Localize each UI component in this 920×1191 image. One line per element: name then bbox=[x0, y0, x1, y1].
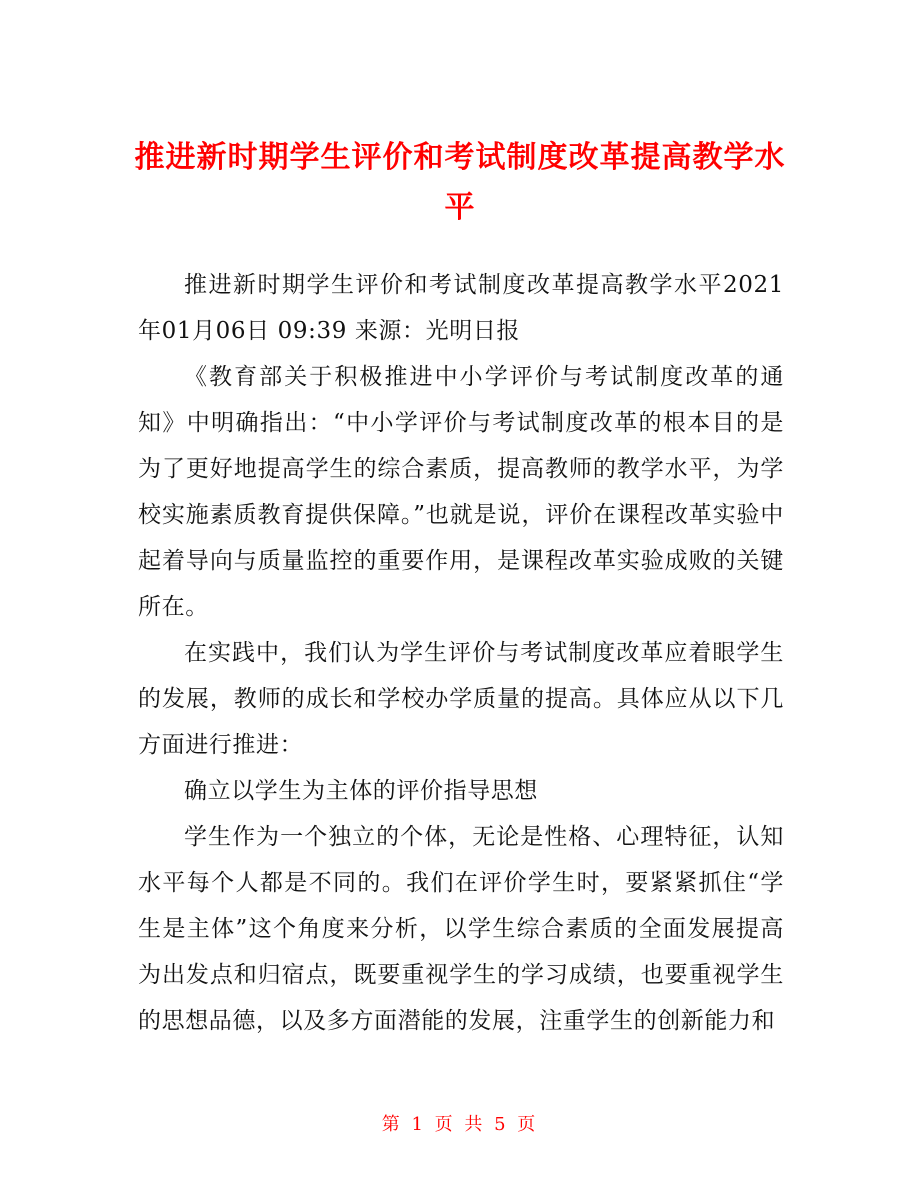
page-number-footer: 第 1 页 共 5 页 bbox=[381, 1114, 539, 1135]
document-body bbox=[138, 262, 784, 1044]
section-heading: 确立以学生为主体的评价指导思想 bbox=[184, 778, 538, 804]
paragraph-student-subject: 学生作为一个独立的个体，无论是性格、心理特征，认知水平每个人都是不同的。我们在评价学生时，要紧紧抓住“学生是主体”这个角度来分析，以学生综合素质的全面发展提高为出发点和归宿点，既要重视学生的学习成绩，也要重视学生的思想品德，以及多方面潜能的发展，注重学生的创新能力和 bbox=[138, 824, 784, 1034]
paragraph-date-source: 推进新时期学生评价和考试制度改革提高教学水平2021年01月06日 09:39 来源：光明日报 bbox=[138, 272, 784, 344]
document-title: 推进新时期学生评价和考试制度改革提高教学水平 bbox=[134, 140, 786, 226]
paragraph-practice-intro: 在实践中，我们认为学生评价与考试制度改革应着眼学生的发展，教师的成长和学校办学质量的提高。具体应从以下几方面进行推进： bbox=[138, 640, 784, 758]
paragraph-policy-quote: 《教育部关于积极推进中小学评价与考试制度改革的通知》中明确指出：“中小学评价与考试制度改革的根本目的是为了更好地提高学生的综合素质，提高教师的教学水平，为学校实施素质教育提供保障。”也就是说，评价在课程改革实验中起着导向与质量监控的重要作用，是课程改革实验成败的关键所在。 bbox=[138, 364, 784, 620]
